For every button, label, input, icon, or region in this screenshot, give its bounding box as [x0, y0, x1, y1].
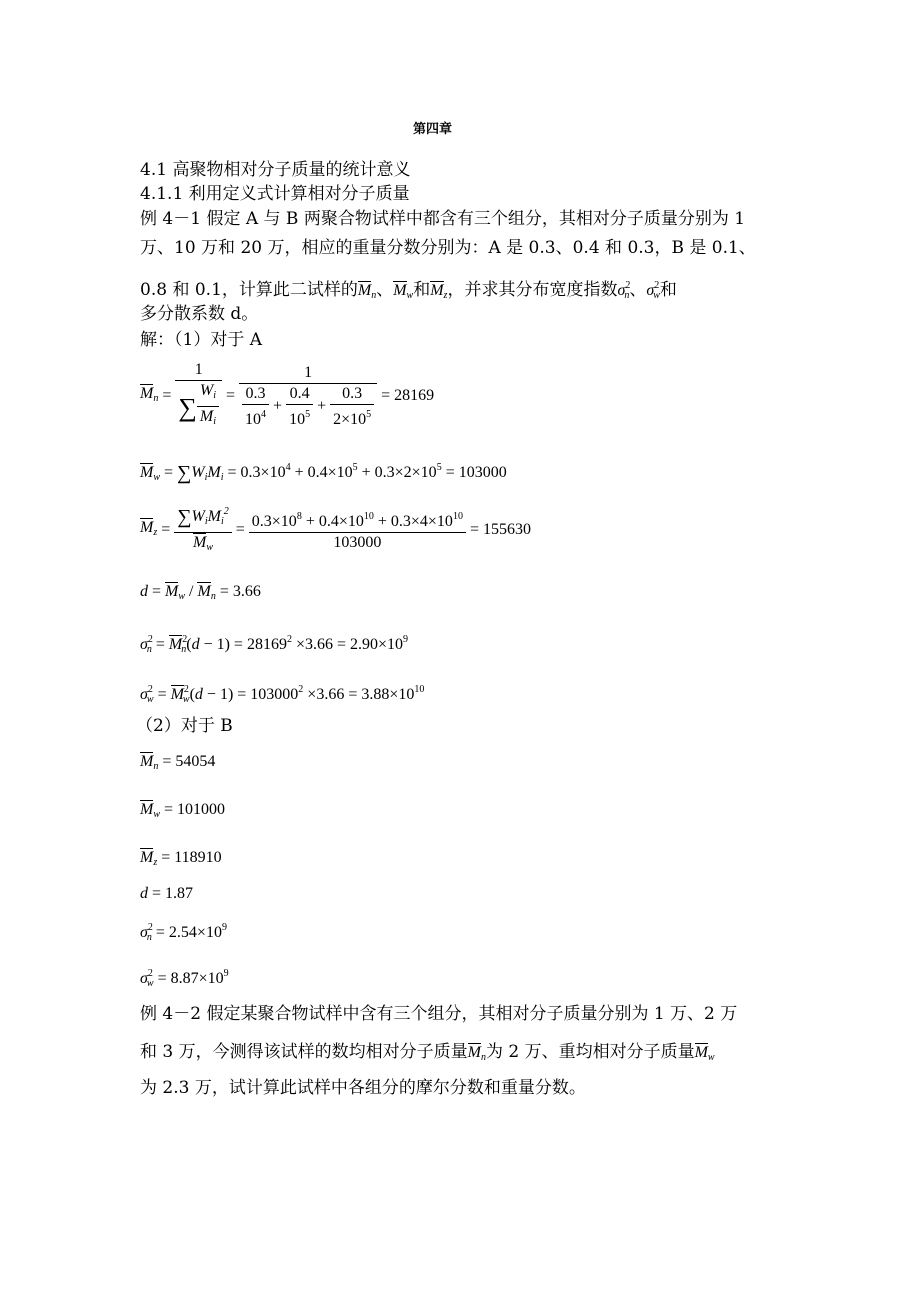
eq-mw-a: $M_w = \sum W_iM_i = 0.3\times 10^4 + 0.4\times 10^5 + 0.3\times 2\times 10^5 = 103000$ [140, 462, 507, 484]
example-2-line-3: 为 2.3 万，试计算此试样中各组分的摩尔分数和重量分数。 [140, 1078, 586, 1098]
eq-sigma-n-result: = 2.90×10 [336, 636, 404, 653]
eq-mn-a: $M_n$ = 1 ∑ $\frac{W_i}{M_i}$ = 1 $\frac{0.3}{10^4}$ + $\frac{0.4}{10^5}$ + $\frac{0.3}{2\times 10^5}$ = 28169 [140, 360, 434, 440]
eq-mz-a: $M_z$ = $\frac{\sum W_iM_i^2}{M_w}$ = $\frac{0.3\times 10^8 + 0.4\times 10^{10} + 0.3\times 4\times 10^{10}}{103000}$ = 155630 [140, 502, 531, 558]
eq-d-a: $d = M_w / M_n = 3.66$ [140, 583, 261, 602]
eq-mz-b: $M_z = 118910$ [140, 849, 222, 868]
sigma-n-symbol: $\sigma^2_n$ [617, 280, 631, 301]
eq-mn-frac1: 1 ∑ $\frac{W_i}{M_i}$ [175, 360, 222, 432]
example-1-text-c: 和 [413, 280, 431, 300]
eq-sigma-w-a: $\sigma^2_w = M^2_w(d - 1) = 103000^2 \times 3.66 = 3.88\times 10^{10}$ [140, 684, 425, 705]
eq-d-result: = 3.66 [219, 583, 261, 600]
subsection-heading: 4.1.1 利用定义式计算相对分子质量 [140, 184, 410, 204]
eq-sigma-w-b: $\sigma^2_w = 8.87\times 10^9$ [140, 968, 229, 989]
eq-d-b: d = 1.87 [140, 885, 194, 902]
eq-sigma-n-a: $\sigma^2_n = M^2_n(d - 1) = 28169^2 \times 3.66 = 2.90\times 10^9$ [140, 634, 409, 655]
section-heading: 4.1 高聚物相对分子质量的统计意义 [140, 160, 411, 180]
example-1-line-3 [140, 276, 677, 306]
eq-mz-result: = 155630 [469, 521, 531, 538]
example-2-line-2: 和 3 万，今测得该试样的数均相对分子质量$M_n$为 2 万、重均相对分子质量$M_w$ [140, 1042, 715, 1063]
eq-mn-b: $M_n = 54054$ [140, 753, 216, 772]
example-1-text-f: 和 [659, 280, 677, 300]
eq-sigma-n-b: $\sigma^2_n = 2.54\times 10^9$ [140, 922, 227, 943]
eq-sigma-w-result: = 3.88×10 [348, 686, 415, 703]
eq-mn-result: = 28169 [381, 387, 435, 404]
solution-a-heading: 解：（1）对于 A [140, 330, 262, 350]
example-1-text-d: ，并求其分布宽度指数 [447, 280, 618, 300]
example-1-text-b: 、 [376, 280, 394, 300]
example-1-text-e: 、 [629, 280, 647, 300]
eq-mw-b: $M_w = 101000$ [140, 801, 226, 820]
mz-symbol: $M_z$ [430, 282, 448, 301]
example-1-line-1: 例 4－1 假定 A 与 B 两聚合物试样中都含有三个组分，其相对分子质量分别为 1 [140, 209, 746, 229]
mn-symbol-2: $M_n$ [467, 1044, 486, 1063]
example-1-line-4: 多分散系数 d。 [140, 304, 259, 324]
mw-symbol: $M_w$ [393, 282, 414, 301]
chapter-title: 第四章 [413, 122, 453, 137]
example-2-line-1: 例 4－2 假定某聚合物试样中含有三个组分，其相对分子质量分别为 1 万、2 万 [140, 1004, 738, 1024]
example-1-line-2: 万、10 万和 20 万，相应的重量分数分别为：A 是 0.3、0.4 和 0.3，B 是 0.1、 [140, 238, 756, 258]
eq-mn-frac2: 1 $\frac{0.3}{10^4}$ + $\frac{0.4}{10^5}$ + $\frac{0.3}{2\times 10^5}$ [239, 363, 377, 430]
eq-mw-result: = 103000 [445, 464, 507, 481]
example-1-text-a: 0.8 和 0.1，计算此二试样的 [140, 280, 358, 300]
sigma-w-symbol: $\sigma^2_w$ [646, 280, 660, 301]
mn-symbol: $M_n$ [357, 282, 377, 301]
solution-b-heading: （2）对于 B [136, 716, 233, 736]
mw-symbol-2: $M_w$ [694, 1044, 715, 1063]
